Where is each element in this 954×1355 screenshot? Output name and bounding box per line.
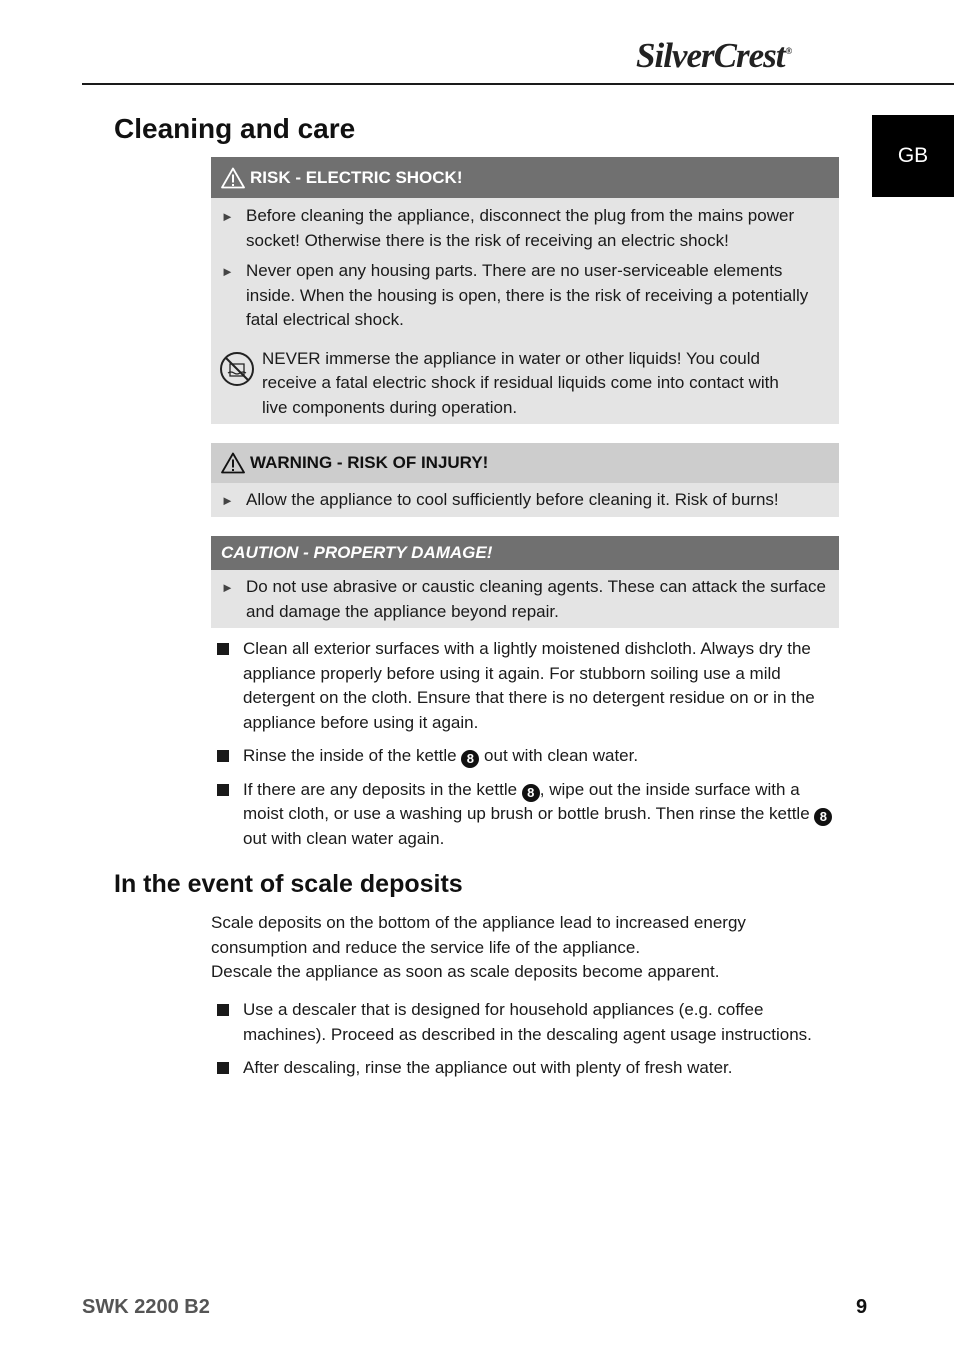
section-title-cleaning: Cleaning and care <box>114 113 356 144</box>
list-item <box>217 778 839 852</box>
scale-intro-2: Descale the appliance as soon as scale deposits become apparent. <box>211 962 720 981</box>
step-deposits-text-c: out with clean water again. <box>243 828 445 848</box>
risk-item-text: Never open any housing parts. There are no user-serviceable elements inside. When the housing is open, there is the risk of receiving a potentially fatal electrical shock. <box>246 261 809 329</box>
risk-box-body <box>211 198 839 424</box>
arrow-bullet-icon: ► <box>221 493 234 508</box>
caution-box-body <box>211 570 839 628</box>
warning-item-text: Allow the appliance to cool sufficiently before cleaning it. Risk of burns! <box>246 490 779 509</box>
square-bullet-icon <box>217 784 229 796</box>
caution-box-header <box>211 536 839 570</box>
scale-intro <box>211 911 831 985</box>
brand-logo <box>636 36 791 76</box>
list-item <box>217 744 839 769</box>
step-deposits-text-b: , wipe out the inside surface with a moist cloth, or use a washing up brush or bottle brush. Then rinse the kettle <box>243 779 810 823</box>
list-item <box>217 1056 839 1081</box>
caution-box-heading: CAUTION - PROPERTY DAMAGE! <box>221 543 493 562</box>
arrow-bullet-icon: ► <box>221 209 234 224</box>
header-rule <box>82 83 954 85</box>
kettle-ref-badge: 8 <box>461 750 479 768</box>
warning-triangle-icon <box>221 452 245 474</box>
warning-box-body <box>211 483 839 517</box>
kettle-ref-badge: 8 <box>522 784 540 802</box>
caution-property-damage-box <box>211 536 839 628</box>
list-item <box>217 637 839 735</box>
list-item <box>217 998 839 1047</box>
language-tab: GB <box>872 115 954 197</box>
risk-box-header <box>211 157 839 198</box>
warning-box-heading: WARNING - RISK OF INJURY! <box>250 453 489 472</box>
brand-name: SilverCrest <box>636 36 785 75</box>
square-bullet-icon <box>217 1062 229 1074</box>
warning-box-header <box>211 443 839 483</box>
never-note-text: NEVER immerse the appliance in water or other liquids! You could receive a fatal electric shock if residual liquids come into contact with live components during operation. <box>262 348 779 417</box>
caution-item-text: Do not use abrasive or caustic cleaning agents. These can attack the surface and damage the appliance beyond repair. <box>246 577 826 621</box>
footer-model: SWK 2200 B2 <box>82 1296 210 1318</box>
warning-triangle-icon <box>221 167 245 189</box>
descaling-steps <box>217 998 839 1081</box>
step-deposits-text-a: If there are any deposits in the kettle <box>243 779 518 799</box>
warning-injury-box <box>211 443 839 517</box>
list-item <box>211 259 839 333</box>
arrow-bullet-icon: ► <box>221 264 234 279</box>
risk-item-text: Before cleaning the appliance, disconnect the plug from the mains power socket! Otherwise there is the risk of receiving an electric shock! <box>246 206 795 250</box>
list-item <box>211 204 839 253</box>
no-immersion-icon <box>219 351 255 387</box>
square-bullet-icon <box>217 1004 229 1016</box>
square-bullet-icon <box>217 750 229 762</box>
kettle-ref-badge: 8 <box>814 808 832 826</box>
risk-box-heading: RISK - ELECTRIC SHOCK! <box>250 167 463 187</box>
page-number: 9 <box>856 1296 868 1318</box>
section-title-scale: In the event of scale deposits <box>114 870 463 898</box>
arrow-bullet-icon: ► <box>221 580 234 595</box>
never-immerse-note <box>211 347 839 421</box>
step-rinse-text-b: out with clean water. <box>484 746 639 765</box>
list-item <box>211 575 839 624</box>
step-rinse-text-a: Rinse the inside of the kettle <box>243 746 457 765</box>
risk-electric-shock-box <box>211 157 839 424</box>
square-bullet-icon <box>217 643 229 655</box>
cleaning-steps <box>217 637 839 851</box>
registered-mark: ® <box>785 46 792 57</box>
list-item <box>211 488 839 513</box>
step-clean-text: Clean all exterior surfaces with a lightly moistened dishcloth. Always dry the appliance properly before using it again. For stubborn soiling use a mild detergent on the cloth. Ensure that there is no detergent residue on or in the appliance before using it again. <box>243 639 815 732</box>
descale-step-text: After descaling, rinse the appliance out with plenty of fresh water. <box>243 1058 733 1077</box>
descale-step-text: Use a descaler that is designed for household appliances (e.g. coffee machines). Proceed as described in the descaling agent usage instructions. <box>243 1000 812 1044</box>
scale-intro-1: Scale deposits on the bottom of the appliance lead to increased energy consumption and reduce the service life of the appliance. <box>211 913 746 957</box>
